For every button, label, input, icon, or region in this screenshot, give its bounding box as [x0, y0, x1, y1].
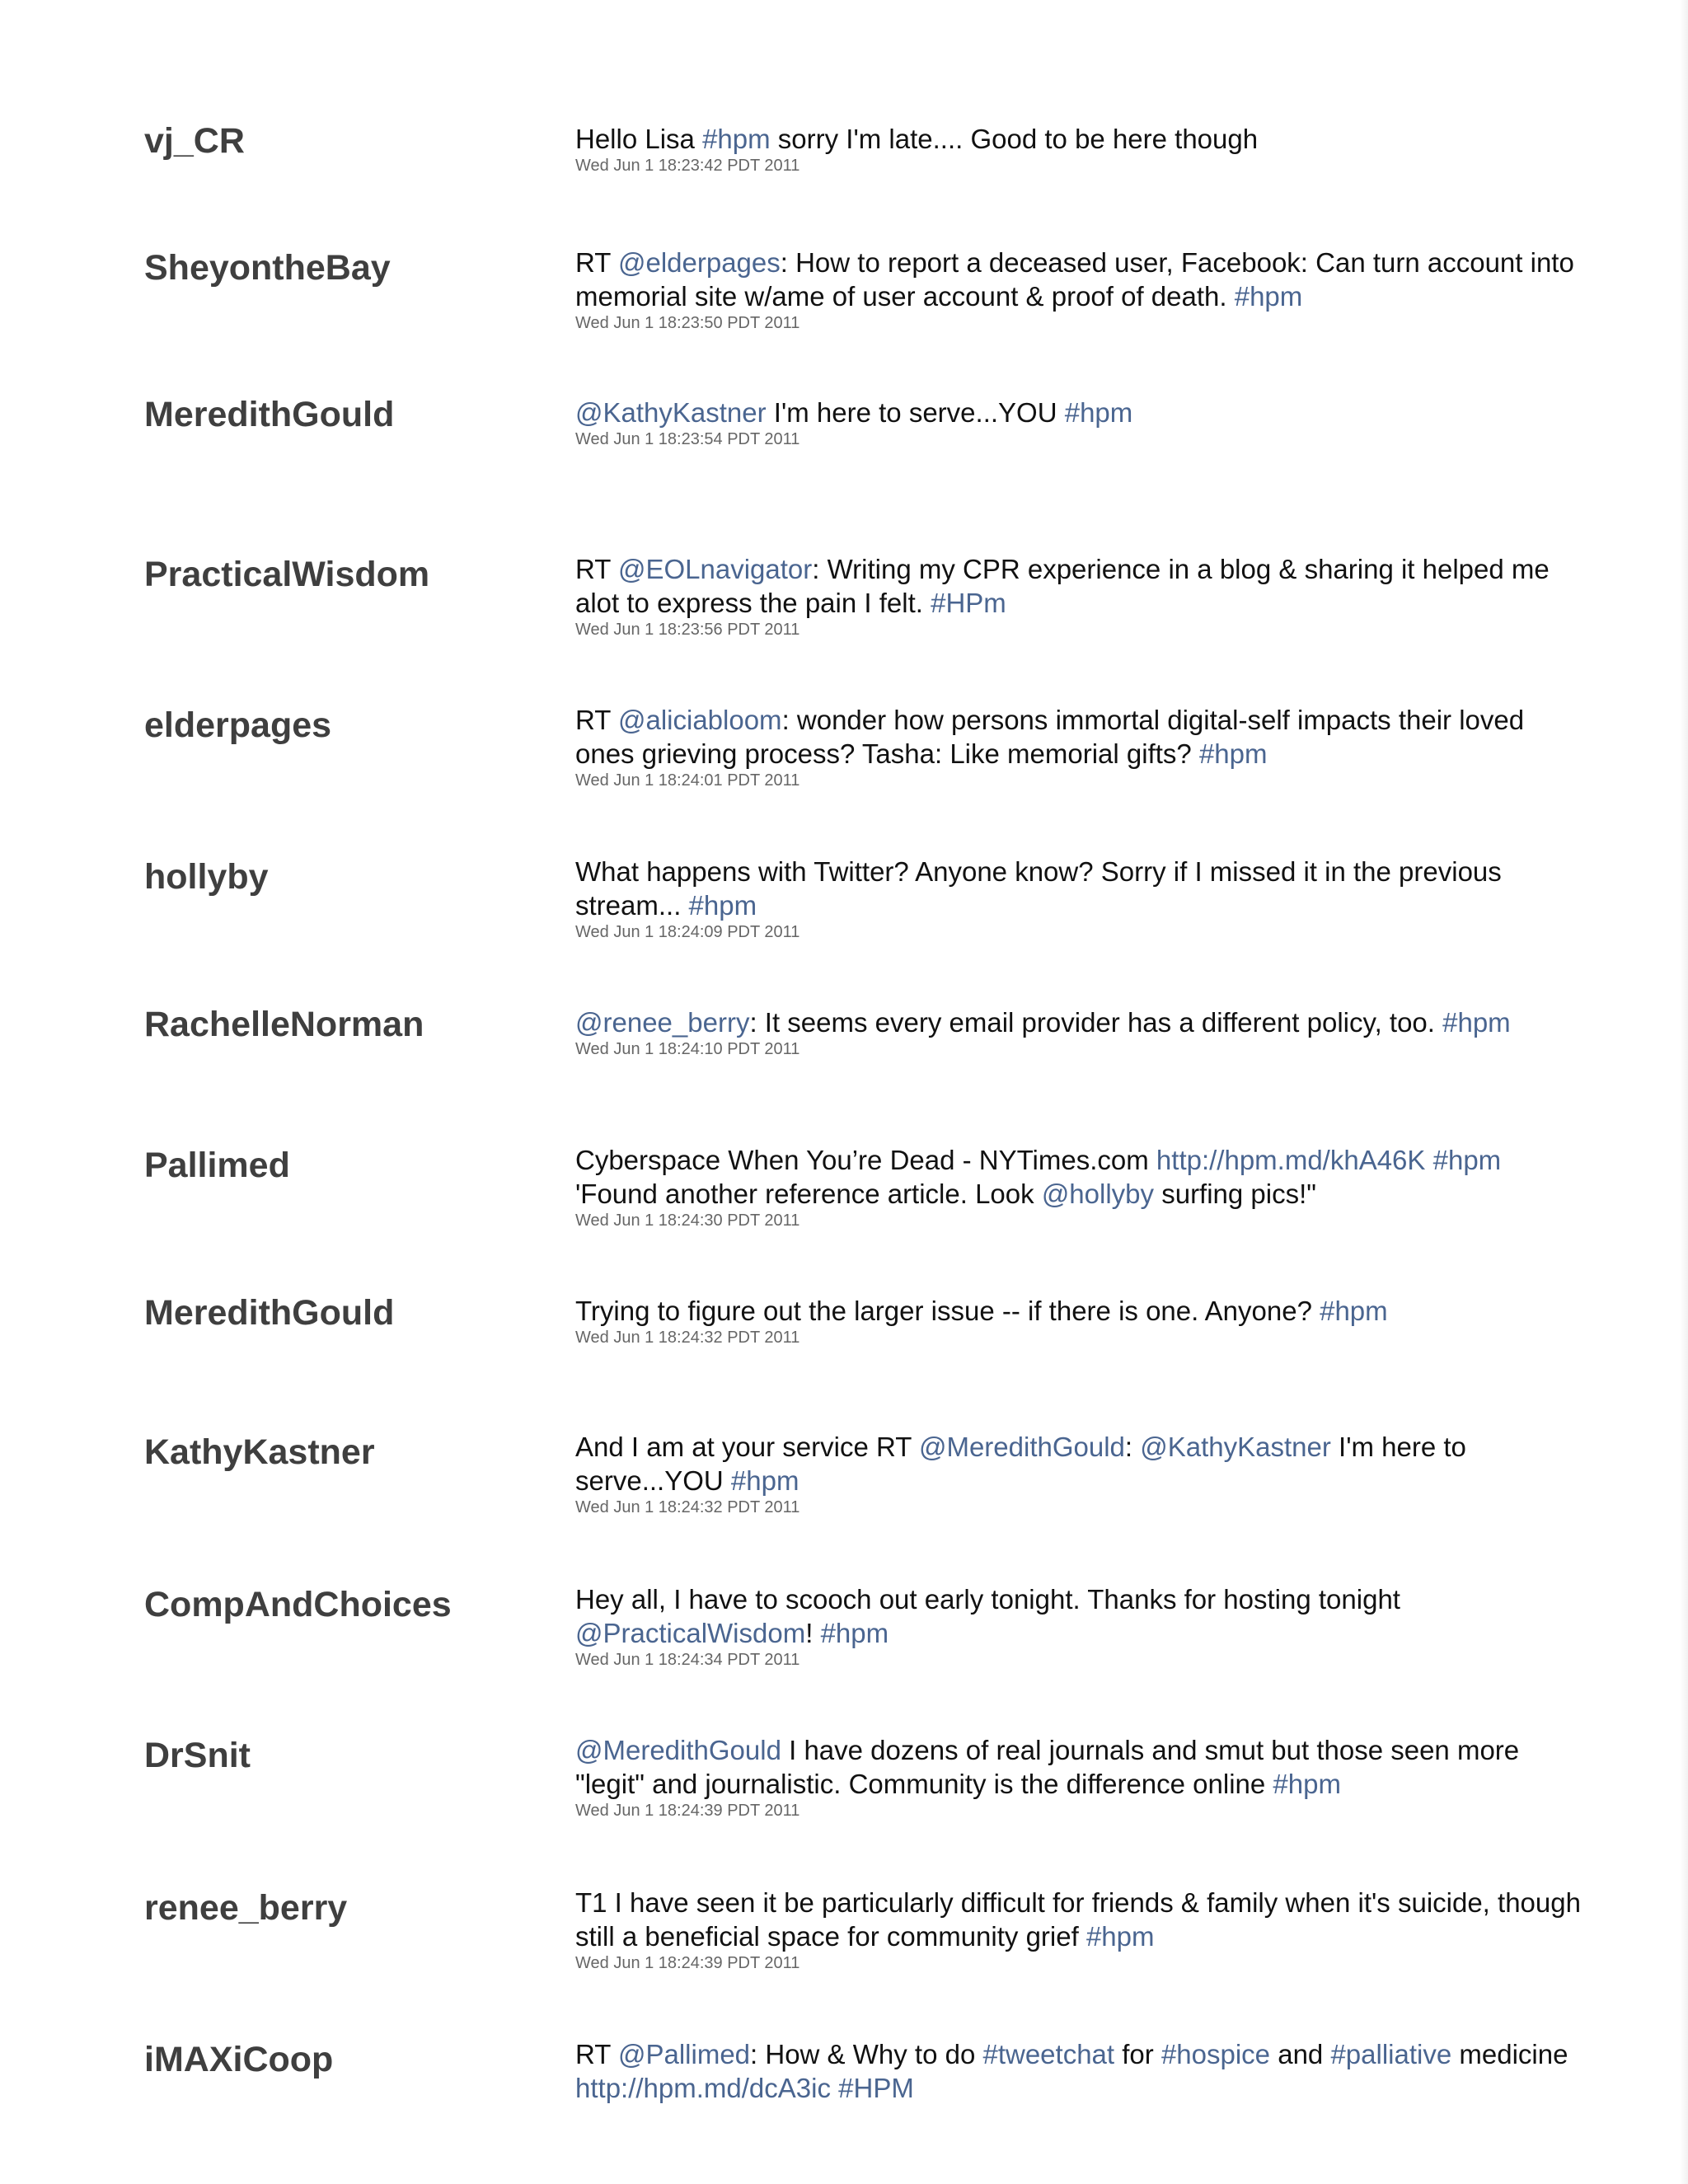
mention-link[interactable]: @aliciabloom	[617, 705, 782, 735]
tweet-username: iMAXiCoop	[144, 2040, 334, 2079]
mention-link[interactable]: @KathyKastner	[1140, 1432, 1331, 1462]
tweet-text-segment: and	[1270, 2039, 1331, 2069]
tweet-body	[575, 855, 1589, 942]
tweet-text-line	[575, 1430, 1589, 1464]
tweet-text-segment	[1425, 1145, 1432, 1175]
mention-link[interactable]: @PracticalWisdom	[575, 1618, 806, 1648]
tweet-text-segment: RT	[575, 2039, 618, 2069]
hashtag-link[interactable]: #hpm	[730, 1465, 799, 1496]
tweet-username: hollyby	[144, 857, 269, 897]
tweet-text-segment: medicine	[1451, 2039, 1568, 2069]
hashtag-link[interactable]: #hpm	[1234, 281, 1303, 312]
hashtag-link[interactable]: #hpm	[1273, 1769, 1341, 1799]
tweet-text-segment	[831, 2073, 838, 2103]
hashtag-link[interactable]: #hpm	[1432, 1145, 1502, 1175]
hashtag-link[interactable]: #tweetchat	[982, 2039, 1115, 2069]
tweet-text-segment: serve...YOU	[575, 1465, 731, 1496]
tweet-text	[575, 703, 1589, 771]
tweet-timestamp: Wed Jun 1 18:24:01 PDT 2011	[575, 771, 800, 790]
tweet-text	[575, 396, 1589, 429]
hashtag-link[interactable]: #hpm	[1085, 1921, 1155, 1952]
tweet-username: RachelleNorman	[144, 1005, 424, 1044]
tweet-body	[575, 1005, 1589, 1059]
tweet-text	[575, 1005, 1589, 1039]
tweet-text-line	[575, 1767, 1589, 1801]
tweet-text-line	[575, 1616, 1589, 1650]
mention-link[interactable]: @MeredithGould	[575, 1735, 781, 1765]
tweet-text-segment: I'm here to	[1330, 1432, 1466, 1462]
tweet-text-line	[575, 1464, 1589, 1497]
tweet-text-line	[575, 737, 1589, 771]
tweet-timestamp: Wed Jun 1 18:24:09 PDT 2011	[575, 923, 800, 941]
tweet-text	[575, 1733, 1589, 1801]
tweet-username: PracticalWisdom	[144, 555, 430, 594]
tweet-text-line	[575, 1886, 1589, 1919]
tweet-text-line	[575, 552, 1589, 586]
tweet-text-line	[575, 855, 1589, 888]
tweet-text	[575, 1886, 1589, 1953]
tweet-text-line	[575, 396, 1589, 429]
tweet-body	[575, 552, 1589, 640]
tweet-body	[575, 1582, 1589, 1670]
tweet-text-segment: T1 I have seen it be particularly difficult for friends & family when it's suicide, though	[575, 1887, 1581, 1918]
tweet-body	[575, 1430, 1589, 1517]
tweet-text-segment: 'Found another reference article. Look	[575, 1179, 1042, 1209]
hashtag-link[interactable]: #hpm	[1064, 397, 1133, 428]
tweet-username: SheyontheBay	[144, 248, 391, 288]
tweet-text-segment: "legit" and journalistic. Community is the difference online	[575, 1769, 1273, 1799]
tweet-text	[575, 2037, 1589, 2105]
tweet-timestamp: Wed Jun 1 18:24:39 PDT 2011	[575, 1802, 800, 1820]
tweet-text-line	[575, 122, 1589, 156]
mention-link[interactable]: @elderpages	[617, 247, 781, 278]
tweet-text-segment: :	[1124, 1432, 1141, 1462]
tweet-text-segment: still a beneficial space for community grief	[575, 1921, 1086, 1952]
tweet-text-segment: : How to report a deceased user, Facebook: Can turn account into	[780, 247, 1574, 278]
tweet-text-segment: What happens with Twitter? Anyone know? Sorry if I missed it in the previous	[575, 856, 1502, 887]
hashtag-link[interactable]: #palliative	[1330, 2039, 1452, 2069]
tweet-text-line	[575, 1005, 1589, 1039]
tweet-text	[575, 1294, 1589, 1328]
tweet-body	[575, 396, 1589, 449]
hashtag-link[interactable]: #hpm	[1442, 1007, 1511, 1038]
tweet-timestamp: Wed Jun 1 18:23:42 PDT 2011	[575, 157, 800, 175]
tweet-timestamp: Wed Jun 1 18:24:30 PDT 2011	[575, 1212, 800, 1230]
tweet-text-line	[575, 279, 1589, 313]
tweet-text-line	[575, 1294, 1589, 1328]
tweet-username: KathyKastner	[144, 1432, 375, 1472]
tweet-text-segment: RT	[575, 554, 618, 584]
tweet-text-line	[575, 1919, 1589, 1953]
mention-link[interactable]: @Pallimed	[617, 2039, 751, 2069]
tweet-username: CompAndChoices	[144, 1585, 452, 1624]
tweet-text-segment: I have dozens of real journals and smut but those seen more	[781, 1735, 1520, 1765]
tweet-body	[575, 1143, 1589, 1230]
tweet-text-segment: : It seems every email provider has a different policy, too.	[749, 1007, 1443, 1038]
tweet-text-segment: stream...	[575, 890, 689, 921]
tweet-timestamp: Wed Jun 1 18:24:32 PDT 2011	[575, 1498, 800, 1516]
tweet-username: Pallimed	[144, 1146, 290, 1185]
tweet-text-segment: !	[805, 1618, 821, 1648]
mention-link[interactable]: @KathyKastner	[575, 397, 767, 428]
mention-link[interactable]: @EOLnavigator	[617, 554, 813, 584]
tweet-username: renee_berry	[144, 1888, 348, 1928]
tweet-text-segment: for	[1114, 2039, 1161, 2069]
tweet-timestamp: Wed Jun 1 18:23:54 PDT 2011	[575, 430, 800, 448]
tweet-body	[575, 1294, 1589, 1347]
tweet-text-line	[575, 1582, 1589, 1616]
tweet-body	[575, 1886, 1589, 1973]
tweet-text	[575, 552, 1589, 620]
tweet-username: MeredithGould	[144, 395, 395, 434]
tweet-text-segment: : How & Why to do	[750, 2039, 983, 2069]
tweet-timestamp: Wed Jun 1 18:24:34 PDT 2011	[575, 1651, 800, 1669]
tweet-username: elderpages	[144, 705, 332, 745]
hashtag-link[interactable]: #hpm	[702, 124, 771, 154]
tweet-text-segment: Trying to figure out the larger issue -- if there is one. Anyone?	[575, 1296, 1320, 1326]
tweet-text	[575, 1430, 1589, 1497]
tweet-text-segment: RT	[575, 705, 618, 735]
tweet-text-segment: Hey all, I have to scooch out early tonight. Thanks for hosting tonight	[575, 1584, 1400, 1615]
tweet-text	[575, 122, 1589, 156]
page-edge-shadow	[1680, 0, 1688, 2184]
hashtag-link[interactable]: #HPM	[838, 2073, 914, 2103]
tweet-body	[575, 122, 1589, 176]
mention-link[interactable]: @renee_berry	[575, 1007, 750, 1038]
tweet-text-segment: Hello Lisa	[575, 124, 703, 154]
tweet-username: MeredithGould	[144, 1293, 395, 1333]
tweet-text-line	[575, 246, 1589, 279]
tweet-body	[575, 703, 1589, 790]
tweet-text-segment: alot to express the pain I felt.	[575, 588, 931, 618]
mention-link[interactable]: @hollyby	[1041, 1179, 1155, 1209]
url-link[interactable]: http://hpm.md/khA46K	[1156, 1145, 1426, 1175]
tweet-text-line	[575, 2071, 1589, 2105]
tweet-text-segment: RT	[575, 247, 618, 278]
tweet-text-line	[575, 586, 1589, 620]
tweet-timestamp: Wed Jun 1 18:24:39 PDT 2011	[575, 1954, 800, 1972]
tweet-text-line	[575, 1143, 1589, 1177]
hashtag-link[interactable]: #hpm	[688, 890, 757, 921]
hashtag-link[interactable]: #hpm	[820, 1618, 889, 1648]
tweet-body	[575, 246, 1589, 333]
hashtag-link[interactable]: #HPm	[931, 588, 1006, 618]
tweet-username: vj_CR	[144, 121, 245, 161]
tweet-text-segment: And I am at your service RT	[575, 1432, 919, 1462]
tweet-timestamp: Wed Jun 1 18:23:56 PDT 2011	[575, 621, 800, 639]
tweet-text	[575, 855, 1589, 922]
tweet-username: DrSnit	[144, 1736, 251, 1775]
tweet-text-segment: ones grieving process? Tasha: Like memorial gifts?	[575, 738, 1199, 769]
tweet-timestamp: Wed Jun 1 18:24:32 PDT 2011	[575, 1329, 800, 1347]
hashtag-link[interactable]: #hpm	[1198, 738, 1268, 769]
tweet-text-segment: Cyberspace When You’re Dead - NYTimes.com	[575, 1145, 1156, 1175]
tweet-body	[575, 2037, 1589, 2105]
tweet-timestamp: Wed Jun 1 18:24:10 PDT 2011	[575, 1040, 800, 1058]
tweet-text-line	[575, 1733, 1589, 1767]
tweet-text	[575, 1143, 1589, 1211]
tweet-text-segment: : Writing my CPR experience in a blog & sharing it helped me	[812, 554, 1550, 584]
mention-link[interactable]: @MeredithGould	[918, 1432, 1125, 1462]
tweet-text-segment: surfing pics!"	[1154, 1179, 1316, 1209]
tweet-text-line	[575, 1177, 1589, 1211]
tweet-text-line	[575, 703, 1589, 737]
tweet-text	[575, 246, 1589, 313]
tweet-text-line	[575, 888, 1589, 922]
tweet-text-segment: I'm here to serve...YOU	[766, 397, 1065, 428]
tweet-text-segment: sorry I'm late.... Good to be here though	[770, 124, 1259, 154]
hashtag-link[interactable]: #hpm	[1320, 1296, 1388, 1326]
tweet-text	[575, 1582, 1589, 1650]
url-link[interactable]: http://hpm.md/dcA3ic	[575, 2073, 831, 2103]
tweet-body	[575, 1733, 1589, 1821]
tweet-text-segment: : wonder how persons immortal digital-self impacts their loved	[781, 705, 1525, 735]
hashtag-link[interactable]: #hospice	[1160, 2039, 1271, 2069]
tweet-timestamp: Wed Jun 1 18:23:50 PDT 2011	[575, 314, 800, 332]
tweet-text-line	[575, 2037, 1589, 2071]
tweet-text-segment: memorial site w/ame of user account & proof of death.	[575, 281, 1235, 312]
